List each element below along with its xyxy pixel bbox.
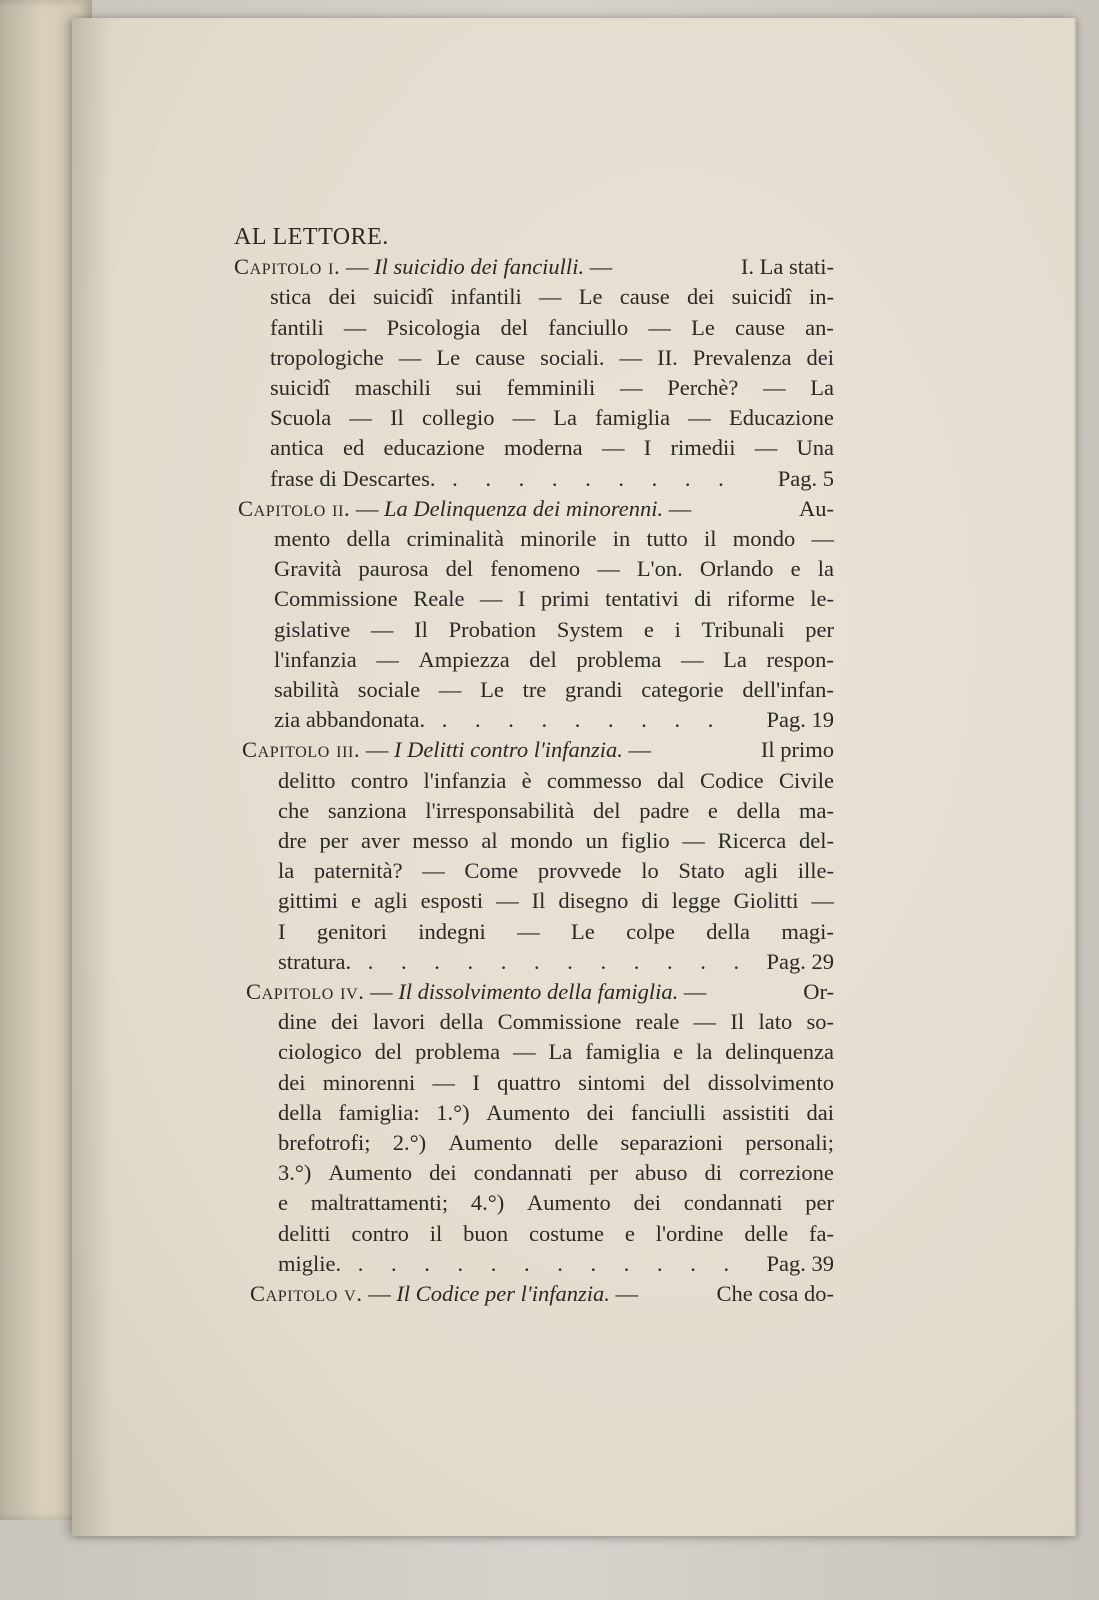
summary-word: L'on. [636, 556, 683, 582]
chapter-summary-end: stratura. [278, 948, 352, 974]
summary-word: — [754, 435, 778, 461]
toc-heading [234, 222, 389, 252]
summary-word: — [680, 646, 704, 672]
summary-word: — [512, 405, 536, 431]
summary-word: delle [744, 1220, 789, 1246]
summary-word: e [624, 1220, 635, 1246]
chapter-title: La Delinquenza dei minorenni. [384, 495, 664, 521]
summary-word: separazioni [620, 1130, 723, 1155]
summary-word: l'ordine [655, 1220, 724, 1246]
summary-word: è [521, 767, 532, 793]
chapter-summary-end: zia abbandonata. [274, 707, 426, 733]
summary-word: suicidî [270, 375, 330, 400]
summary-word: fanciulli [630, 1099, 706, 1125]
summary-word: Gravità [274, 556, 342, 582]
summary-word: sociale [357, 677, 421, 702]
summary-word: ma- [799, 797, 834, 823]
summary-word: — [620, 375, 643, 400]
summary-word: — [432, 1069, 456, 1095]
chapter-last-line [270, 464, 834, 494]
summary-word: — [682, 828, 705, 853]
summary-word: condannati [683, 1190, 783, 1216]
chapter-summary-line [278, 886, 834, 916]
summary-word: in [612, 526, 631, 551]
summary-word: cause [475, 344, 526, 370]
summary-word: femminili [506, 375, 596, 400]
summary-word: respon- [766, 646, 834, 672]
summary-word: suicidî [731, 284, 792, 310]
chapter-title: I Delitti contro l'infanzia. [393, 737, 623, 763]
summary-word: della [439, 1009, 484, 1035]
summary-word: Le [436, 344, 461, 370]
summary-word: del- [799, 828, 834, 853]
summary-word: padre [639, 797, 690, 823]
chapter-summary-line [278, 856, 834, 886]
summary-word: di [704, 1160, 722, 1186]
summary-word: delinquenza [725, 1039, 834, 1065]
summary-word: della [346, 526, 391, 551]
summary-word: La [723, 646, 747, 672]
summary-word: Stato [678, 858, 725, 884]
summary-word: problema [576, 646, 662, 672]
summary-word: per [805, 1190, 834, 1216]
leader-dots: . . . . . . . . . [435, 465, 735, 491]
summary-word: commesso [546, 767, 642, 793]
summary-word: esposti [420, 888, 484, 914]
summary-word: agli [744, 858, 779, 884]
summary-word: 2.°) [392, 1130, 427, 1155]
summary-word: per [319, 828, 349, 853]
page-number: Pag. 39 [766, 1250, 834, 1276]
summary-word: — [538, 284, 562, 310]
summary-word: antica [270, 435, 324, 461]
chapter-summary-line [270, 433, 834, 463]
chapter-label: Capitolo v. [250, 1281, 363, 1306]
summary-word: primi [540, 586, 590, 612]
chapter-summary-line [274, 554, 834, 584]
summary-word: i [674, 616, 681, 642]
summary-word: tre [522, 677, 547, 702]
summary-word: Aumento [527, 1190, 611, 1216]
summary-word: famiglia [585, 1039, 661, 1065]
chapter-summary-line [278, 1037, 834, 1067]
summary-word: e [707, 797, 718, 823]
summary-word: Aumento [486, 1099, 570, 1125]
summary-word: fa- [809, 1220, 834, 1246]
summary-word: Ampiezza [418, 646, 510, 672]
chapter-summary-line [278, 1188, 834, 1218]
summary-word: dal [657, 767, 685, 793]
chapter-last-line [274, 705, 834, 735]
chapter-entry-first-line [234, 252, 834, 282]
summary-word: La [553, 405, 577, 431]
summary-word: del [500, 314, 529, 340]
summary-word: — [688, 405, 711, 431]
chapter-summary-start: Au- [799, 495, 834, 521]
summary-word: l'infanzia [423, 767, 507, 793]
summary-word: condannati [473, 1160, 573, 1186]
summary-word: il [703, 526, 717, 551]
summary-word: sanziona [327, 797, 407, 823]
summary-word: un [585, 828, 609, 853]
summary-word: dei [633, 1190, 662, 1216]
chapter-heading-group: Capitolo v. — Il Codice per l'infanzia. — [250, 1281, 644, 1306]
summary-word: della [706, 918, 751, 944]
summary-word: — [811, 888, 834, 914]
chapter-entry-first-line [242, 735, 834, 765]
summary-word: Una [796, 435, 834, 461]
chapter-entry-first-line [250, 1279, 834, 1309]
summary-word: quattro [497, 1069, 561, 1095]
summary-word: dei [586, 1099, 615, 1125]
summary-word: tropologiche [270, 344, 384, 370]
summary-word: del [529, 646, 557, 672]
chapter-heading-group: Capitolo ii. — La Delinquenza dei minorenni. — [238, 495, 697, 521]
summary-word: Aumento [328, 1160, 413, 1186]
chapter-summary-start: I. La stati- [740, 254, 834, 280]
summary-word: indegni [418, 918, 486, 944]
summary-word: disegno [558, 888, 629, 914]
summary-word: brefotrofi; [278, 1130, 371, 1155]
chapter-summary-line [278, 1098, 834, 1128]
summary-word: di [641, 888, 659, 914]
chapter-summary-line [278, 1068, 834, 1098]
summary-word: — [597, 556, 620, 582]
summary-word: — [398, 344, 422, 370]
toc-heading-text: AL LETTORE. [234, 224, 389, 250]
summary-word: e [643, 616, 654, 642]
chapter-summary-line [278, 1128, 834, 1158]
summary-word: dai [806, 1099, 834, 1125]
page-number: Pag. 5 [777, 465, 834, 491]
chapter-label: Capitolo iii. [242, 737, 361, 763]
summary-word: problema [415, 1039, 501, 1065]
summary-word: minorenni [322, 1069, 416, 1095]
summary-word: — [376, 646, 399, 672]
summary-word: cause [619, 284, 670, 310]
summary-word: del [445, 556, 474, 582]
summary-word: — [517, 918, 540, 944]
summary-word: grandi [565, 677, 623, 702]
summary-word: — [811, 526, 834, 551]
summary-word: Probation [448, 616, 537, 642]
summary-word: fanciullo [548, 314, 629, 340]
summary-word: e [673, 1039, 684, 1065]
summary-word: infantili [450, 284, 522, 310]
summary-word: suicidî [373, 284, 434, 310]
summary-word: in- [808, 284, 834, 310]
summary-word: sociali. [540, 344, 605, 370]
summary-word: — [370, 616, 394, 642]
summary-word: Come [464, 858, 519, 884]
summary-word: magi- [781, 918, 834, 944]
summary-word: per [805, 616, 834, 642]
summary-word: l'infanzia [274, 646, 357, 672]
summary-word: criminalità [406, 526, 504, 551]
summary-word: ed [342, 435, 365, 461]
summary-word: tutto [646, 526, 688, 551]
chapter-title: Il dissolvimento della famiglia. [398, 979, 679, 1004]
summary-word: mondo [732, 526, 796, 551]
page-number: Pag. 19 [766, 707, 834, 733]
chapter-summary-line [278, 917, 834, 947]
summary-word: Prevalenza [692, 344, 792, 370]
summary-word: ciologico [278, 1039, 362, 1065]
summary-word: sui [455, 375, 482, 400]
summary-word: di [694, 586, 712, 612]
summary-word: Educazione [728, 405, 834, 431]
summary-word: rimedii [670, 435, 736, 461]
summary-word: agli [373, 888, 408, 914]
summary-word: 4.°) [470, 1190, 505, 1216]
summary-word: Le [571, 918, 595, 944]
gutter-shadow [72, 18, 112, 1536]
summary-word: la [817, 556, 834, 582]
summary-word: figlio [620, 828, 670, 853]
summary-word: dissolvimento [707, 1069, 834, 1095]
summary-word: abuso [635, 1160, 688, 1186]
summary-word: — [496, 888, 519, 914]
chapter-last-line [278, 1249, 834, 1279]
summary-word: Commissione [274, 586, 398, 612]
summary-word: Le [691, 314, 715, 340]
summary-word: categorie [641, 677, 724, 702]
summary-word: Orlando [699, 556, 774, 582]
chapter-summary-line [278, 1219, 834, 1249]
summary-word: gittimi [278, 888, 339, 914]
chapter-summary-line [270, 403, 834, 433]
summary-word: — [438, 677, 462, 702]
chapter-summary-line [270, 343, 834, 373]
summary-word: — [422, 858, 445, 884]
summary-word: I [278, 918, 286, 944]
chapter-entry-first-line [238, 494, 834, 524]
summary-word: famiglia: [338, 1099, 420, 1125]
chapter-summary-line [278, 1158, 834, 1188]
chapter-summary-end: miglie. [278, 1250, 342, 1276]
summary-word: famiglia [595, 405, 671, 431]
summary-word: e [350, 888, 361, 914]
summary-word: delitti [278, 1220, 331, 1246]
chapter-summary-line [274, 645, 834, 675]
summary-word: il [429, 1220, 443, 1246]
summary-word: gislative [274, 616, 351, 642]
summary-word: — [343, 314, 367, 340]
summary-word: 1.°) [436, 1099, 470, 1125]
chapter-heading-group: Capitolo iii. — I Delitti contro l'infanzia. — [242, 737, 657, 763]
summary-word: genitori [316, 918, 387, 944]
summary-word: ille- [797, 858, 834, 884]
summary-word: lavori [372, 1009, 426, 1035]
summary-word: dei [686, 284, 715, 310]
summary-word: Aumento [448, 1130, 533, 1155]
summary-word: contro [350, 767, 409, 793]
summary-word: I [643, 435, 652, 461]
summary-word: delitto [278, 767, 336, 793]
chapter-title: Il suicidio dei fanciulli. [374, 254, 585, 280]
summary-word: 3.°) [278, 1160, 312, 1186]
summary-word: e [278, 1190, 288, 1216]
summary-word: Ricerca [717, 828, 787, 853]
chapter-label: Capitolo i. [234, 254, 341, 280]
summary-word: — [693, 1009, 717, 1035]
chapter-summary-line [270, 373, 834, 403]
summary-word: Il [390, 405, 404, 431]
chapter-summary-line [274, 675, 834, 705]
summary-word: mento [274, 526, 331, 551]
summary-word: che [278, 797, 310, 823]
summary-word: Giolitti [733, 888, 799, 914]
summary-word: Il [414, 616, 428, 642]
summary-word: provvede [537, 858, 622, 884]
chapter-summary-line [278, 796, 834, 826]
chapter-heading-group: Capitolo i. — Il suicidio dei fanciulli. — [234, 254, 618, 280]
summary-word: an- [805, 314, 834, 340]
chapter-last-line [278, 947, 834, 977]
summary-word: I [472, 1069, 480, 1095]
summary-word: reale [635, 1009, 680, 1035]
summary-word: fantili [270, 314, 324, 340]
summary-word: II. [657, 344, 678, 370]
summary-word: dre [278, 828, 307, 853]
summary-word: — [619, 344, 643, 370]
summary-word: educazione [383, 435, 485, 461]
summary-word: — [479, 586, 503, 612]
summary-word: al [481, 828, 498, 853]
summary-word: System [556, 616, 624, 642]
chapter-summary-start: Or- [803, 979, 834, 1004]
summary-word: la [696, 1039, 713, 1065]
summary-word: Le [578, 284, 603, 310]
chapter-summary-line [274, 584, 834, 614]
summary-word: Reale [413, 586, 465, 612]
summary-word: Perchè? [667, 375, 739, 400]
leader-dots: . . . . . . . . . . . . [351, 948, 751, 974]
summary-word: lato [758, 1009, 793, 1035]
summary-word: minorile [520, 526, 597, 551]
summary-word: mondo [510, 828, 573, 853]
summary-word: legge [671, 888, 721, 914]
summary-word: Civile [778, 767, 834, 793]
chapter-summary-start: Che cosa do- [716, 1281, 834, 1306]
chapter-summary-line [278, 766, 834, 796]
summary-word: l'irresponsabilità [425, 797, 575, 823]
summary-word: assistiti [722, 1099, 790, 1125]
summary-word: stica [270, 284, 312, 310]
summary-word: colpe [626, 918, 675, 944]
summary-word: cause [735, 314, 785, 340]
chapter-summary-line [278, 1007, 834, 1037]
chapter-summary-start: Il primo [760, 737, 834, 763]
summary-word: dei [278, 1069, 306, 1095]
summary-word: Tribunali [701, 616, 785, 642]
summary-word: dine [278, 1009, 317, 1035]
summary-word: paurosa [358, 556, 429, 582]
summary-word: dei [331, 1009, 359, 1035]
summary-word: maschili [354, 375, 431, 400]
summary-word: tentativi [605, 586, 679, 612]
summary-word: Il [730, 1009, 745, 1035]
summary-word: paternità? [313, 858, 403, 884]
summary-word: le- [810, 586, 834, 612]
summary-word: aver [360, 828, 400, 853]
summary-word: Commissione [497, 1009, 622, 1035]
summary-word: moderna [503, 435, 583, 461]
summary-word: messo [412, 828, 469, 853]
leader-dots: . . . . . . . . . [425, 707, 725, 733]
summary-word: del [374, 1039, 403, 1065]
chapter-summary-line [270, 282, 834, 312]
summary-word: riforme [727, 586, 795, 612]
chapter-heading-group: Capitolo iv. — Il dissolvimento della famiglia. — [246, 979, 712, 1004]
summary-word: e [790, 556, 801, 582]
summary-word: del [593, 797, 621, 823]
summary-word: della [278, 1099, 322, 1125]
summary-word: delle [554, 1130, 599, 1155]
page-number: Pag. 29 [766, 948, 834, 974]
chapter-summary-line [274, 615, 834, 645]
summary-word: sabilità [274, 677, 339, 702]
chapter-title: Il Codice per l'infanzia. [396, 1281, 610, 1306]
summary-word: — [648, 314, 671, 340]
summary-word: della [736, 797, 781, 823]
leader-dots: . . . . . . . . . . . . [341, 1250, 741, 1276]
summary-word: La [548, 1039, 573, 1065]
summary-word: — [349, 405, 372, 431]
summary-word: so- [806, 1009, 834, 1035]
chapter-entry-first-line [246, 977, 834, 1007]
summary-word: la [278, 858, 295, 884]
summary-word: dei [328, 284, 356, 310]
summary-word: maltrattamenti; [310, 1190, 449, 1216]
summary-word: fenomeno [490, 556, 581, 582]
summary-word: I [517, 586, 526, 612]
chapter-label: Capitolo iv. [246, 979, 365, 1004]
summary-word: collegio [421, 405, 495, 431]
chapter-summary-end: frase di Descartes. [270, 465, 436, 491]
summary-word: Il [531, 888, 546, 914]
summary-word: Le [480, 677, 504, 702]
summary-word: La [810, 375, 834, 400]
chapter-summary-line [274, 524, 834, 554]
chapter-summary-line [270, 313, 834, 343]
summary-word: Scuola [270, 405, 332, 431]
summary-word: — [601, 435, 625, 461]
summary-word: — [763, 375, 786, 400]
summary-word: — [513, 1039, 536, 1065]
summary-word: per [589, 1160, 619, 1186]
chapter-label: Capitolo ii. [238, 495, 351, 521]
summary-word: Codice [699, 767, 764, 793]
summary-word: sintomi [578, 1069, 646, 1095]
summary-word: contro [351, 1220, 409, 1246]
summary-word: dell'infan- [742, 677, 834, 702]
summary-word: correzione [738, 1160, 834, 1186]
summary-word: lo [641, 858, 659, 884]
chapter-summary-line [278, 826, 834, 856]
summary-word: dei [429, 1160, 457, 1186]
summary-word: del [662, 1069, 691, 1095]
summary-word: dei [806, 344, 834, 370]
summary-word: personali; [745, 1130, 834, 1155]
summary-word: costume [529, 1220, 604, 1246]
summary-word: buon [463, 1220, 509, 1246]
summary-word: Psicologia [386, 314, 481, 340]
